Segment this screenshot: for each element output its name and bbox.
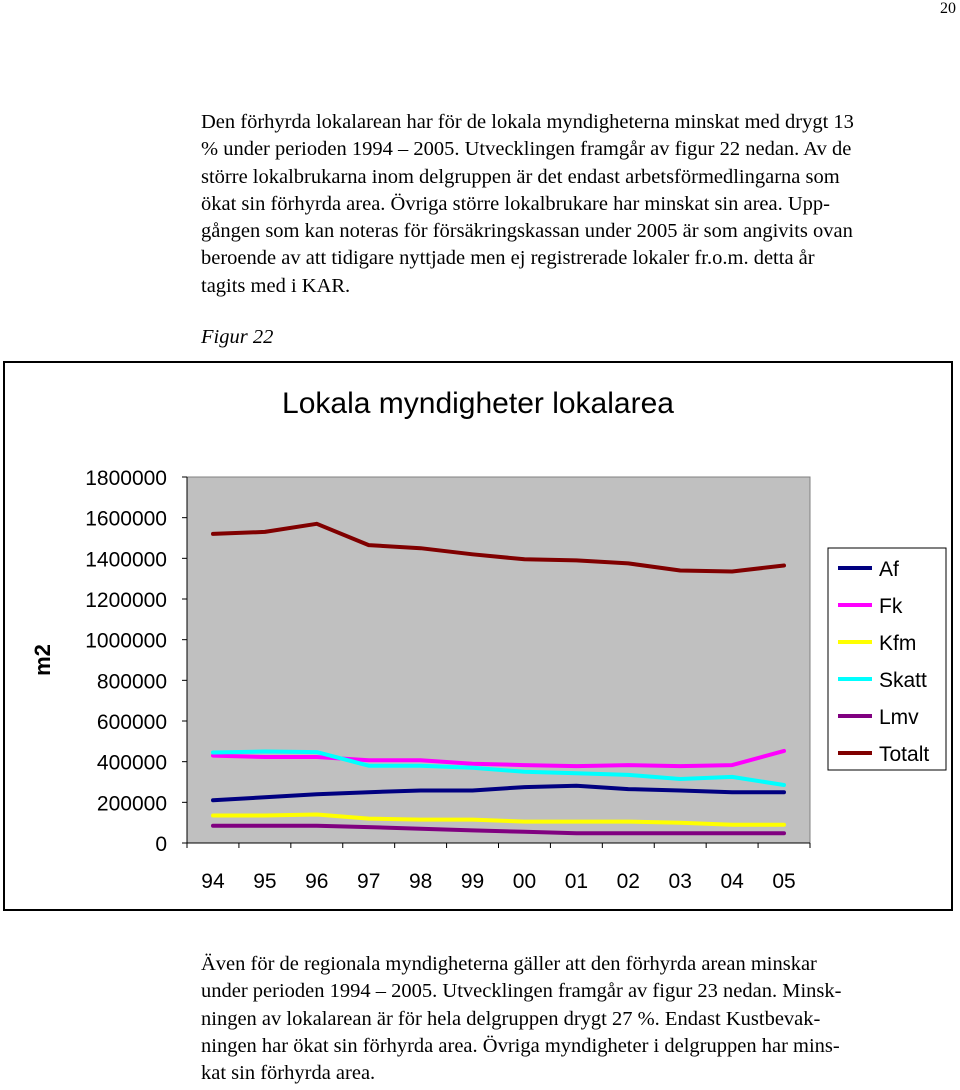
legend-label: Skatt xyxy=(879,669,927,692)
y-tick-label: 1800000 xyxy=(85,467,167,490)
y-axis xyxy=(85,467,187,856)
y-tick-label: 1400000 xyxy=(85,548,167,572)
text-line: kat sin förhyrda area. xyxy=(201,1062,376,1085)
x-axis xyxy=(187,843,810,893)
y-tick-label: 400000 xyxy=(96,751,167,775)
figure-caption: Figur 22 xyxy=(201,326,274,348)
x-tick-label: 95 xyxy=(253,870,277,893)
y-tick-label: 0 xyxy=(155,833,167,856)
y-axis-label: m2 xyxy=(30,644,55,676)
text-line: ökat sin förhyrda area. Övriga större lokalbrukare har minskat sin area. Upp- xyxy=(201,192,831,215)
legend-label: Af xyxy=(879,558,899,581)
x-tick-label: 00 xyxy=(512,870,537,893)
legend-label: Lmv xyxy=(879,706,919,729)
x-tick-label: 05 xyxy=(772,870,796,893)
text-line: ningen har ökat sin förhyrda area. Övriga myndigheter i delgruppen har mins- xyxy=(201,1034,840,1057)
x-tick-label: 03 xyxy=(668,870,692,893)
x-tick-label: 96 xyxy=(305,870,329,893)
x-tick-label: 99 xyxy=(460,870,485,893)
page-number: 20 xyxy=(940,0,956,17)
text-line: Även för de regionala myndigheterna gäller att den förhyrda arean minskar xyxy=(201,953,817,975)
legend-label: Totalt xyxy=(879,743,930,766)
y-tick-label: 600000 xyxy=(96,711,167,734)
text-line: under perioden 1994 – 2005. Utvecklingen framgår av figur 23 nedan. Minsk- xyxy=(201,980,842,1003)
legend-box xyxy=(828,548,946,770)
chart-title: Lokala myndigheter lokalarea xyxy=(282,387,674,420)
text-line: större lokalbrukarna inom delgruppen är det endast arbetsförmedlingarna som xyxy=(201,165,840,188)
x-tick-label: 97 xyxy=(357,870,381,893)
text-line: % under perioden 1994 – 2005. Utvecklingen framgår av figur 22 nedan. Av de xyxy=(201,138,852,161)
body-paragraph-2 xyxy=(201,951,959,1087)
x-tick-label: 98 xyxy=(408,870,433,893)
x-tick-label: 02 xyxy=(616,870,640,893)
y-tick-label: 1000000 xyxy=(85,629,167,653)
text-line: Den förhyrda lokalarean har för de lokala myndigheterna minskat med drygt 13 xyxy=(201,111,854,133)
y-tick-label: 1600000 xyxy=(85,507,167,531)
text-line: beroende av att tidigare nyttjade men ej registrerade lokaler fr.o.m. detta år xyxy=(201,247,815,270)
text-line: gången som kan noteras för försäkringskassan under 2005 är som angivits ovan xyxy=(201,220,853,243)
x-tick-label: 94 xyxy=(201,870,225,893)
text-line: ningen av lokalarean är för hela delgruppen drygt 27 %. Endast Kustbevak- xyxy=(201,1007,821,1030)
legend-label: Fk xyxy=(879,595,903,618)
text-line: tagits med i KAR. xyxy=(201,274,351,297)
y-tick-label: 1200000 xyxy=(85,589,167,612)
legend-label: Kfm xyxy=(879,632,917,655)
x-tick-label: 04 xyxy=(720,870,744,893)
x-tick-label: 01 xyxy=(564,870,589,893)
y-tick-label: 800000 xyxy=(96,670,167,694)
y-tick-label: 200000 xyxy=(96,792,167,816)
